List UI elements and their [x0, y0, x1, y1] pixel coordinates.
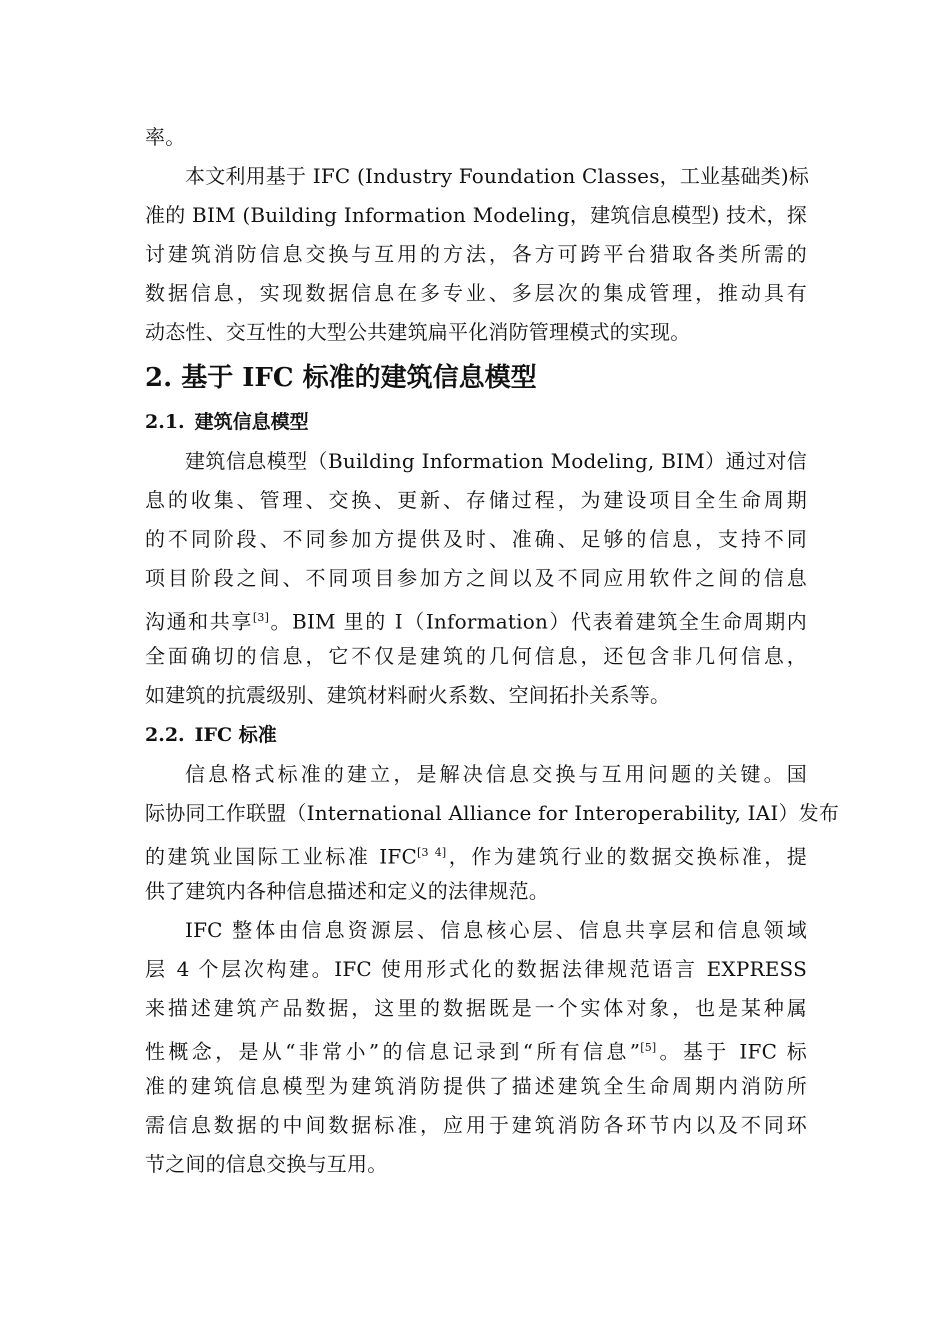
paragraph-line: 来描述建筑产品数据，这里的数据既是一个实体对象，也是某种属	[145, 996, 807, 1020]
paragraph-line: 的不同阶段、不同参加方提供及时、准确、足够的信息，支持不同	[145, 527, 807, 551]
paragraph-line	[145, 598, 807, 637]
citation: [3 4]	[416, 846, 447, 859]
paragraph-line: 需信息数据的中间数据标准，应用于建筑消防各环节内以及不同环	[145, 1113, 807, 1137]
bim-paragraph	[145, 442, 807, 715]
paragraph-line: 层 4 个层次构建。IFC 使用形式化的数据法律规范语言 EXPRESS	[145, 957, 807, 981]
citation: [5]	[640, 1041, 657, 1054]
line-text: 性概念，是从“非常小”的信息记录到“所有信息”	[145, 1039, 641, 1064]
paragraph-line: 本文利用基于 IFC (Industry Foundation Classes，工业基础类)标	[185, 164, 810, 188]
paragraph-line: 供了建筑内各种信息描述和定义的法律规范。	[145, 879, 549, 903]
paragraph-line: 息的收集、管理、交换、更新、存储过程，为建设项目全生命周期	[145, 488, 807, 512]
paragraph-line	[145, 833, 807, 872]
paragraph-line: 准的 BIM (Building Information Modeling，建筑信息模型) 技术，探	[145, 203, 807, 227]
paragraph-line: 全面确切的信息，它不仅是建筑的几何信息，还包含非几何信息，	[145, 644, 807, 668]
subsection-number: 2.2.	[145, 724, 185, 746]
subsection-heading	[145, 402, 807, 442]
paragraph-line: 讨建筑消防信息交换与互用的方法，各方可跨平台猎取各类所需的	[145, 242, 807, 266]
line-text: ，作为建筑行业的数据交换标准，提	[446, 844, 808, 869]
intro-paragraph	[145, 157, 810, 352]
paragraph-line	[145, 1028, 807, 1067]
line-text: 沟通和共享	[145, 609, 253, 634]
subsection-title: IFC 标准	[194, 724, 277, 746]
paragraph-line: 如建筑的抗震级别、建筑材料耐火系数、空间拓扑关系等。	[145, 683, 671, 707]
subsection-heading	[145, 715, 807, 755]
paragraph-line: 节之间的信息交换与互用。	[145, 1152, 388, 1176]
line-text: 。BIM 里的 I（Information）代表着建筑全生命周期内	[269, 609, 808, 634]
paragraph-line: 建筑信息模型（Building Information Modeling, BIM）通过对信	[185, 449, 807, 473]
citation: [3]	[252, 611, 270, 624]
paragraph-line: 数据信息，实现数据信息在多专业、多层次的集成管理，推动具有	[145, 281, 807, 305]
paragraph-line: 动态性、交互性的大型公共建筑扁平化消防管理模式的实现。	[145, 320, 691, 344]
paragraph-line: 准的建筑信息模型为建筑消防提供了描述建筑全生命周期内消防所	[145, 1074, 807, 1098]
line-text: 的建筑业国际工业标准 IFC	[145, 844, 417, 869]
paragraph-line: 信息格式标准的建立，是解决信息交换与互用问题的关键。国	[185, 762, 807, 786]
ifc-structure-paragraph	[145, 911, 807, 1184]
paragraph-line: 率。	[145, 125, 186, 149]
paragraph-line: IFC 整体由信息资源层、信息核心层、信息共享层和信息领域	[185, 918, 807, 942]
paragraph-line: 项目阶段之间、不同项目参加方之间以及不同应用软件之间的信息	[145, 566, 807, 590]
subsection-title: 建筑信息模型	[194, 411, 309, 433]
subsection-number: 2.1.	[145, 411, 185, 433]
paragraph-line: 际协同工作联盟（International Alliance for Interoperability, IAI）发布	[145, 801, 840, 825]
line-text: 。基于 IFC 标	[656, 1039, 807, 1064]
document-page	[145, 118, 840, 1184]
section-heading: 2. 基于 IFC 标准的建筑信息模型	[145, 363, 537, 393]
ifc-paragraph	[145, 755, 840, 911]
